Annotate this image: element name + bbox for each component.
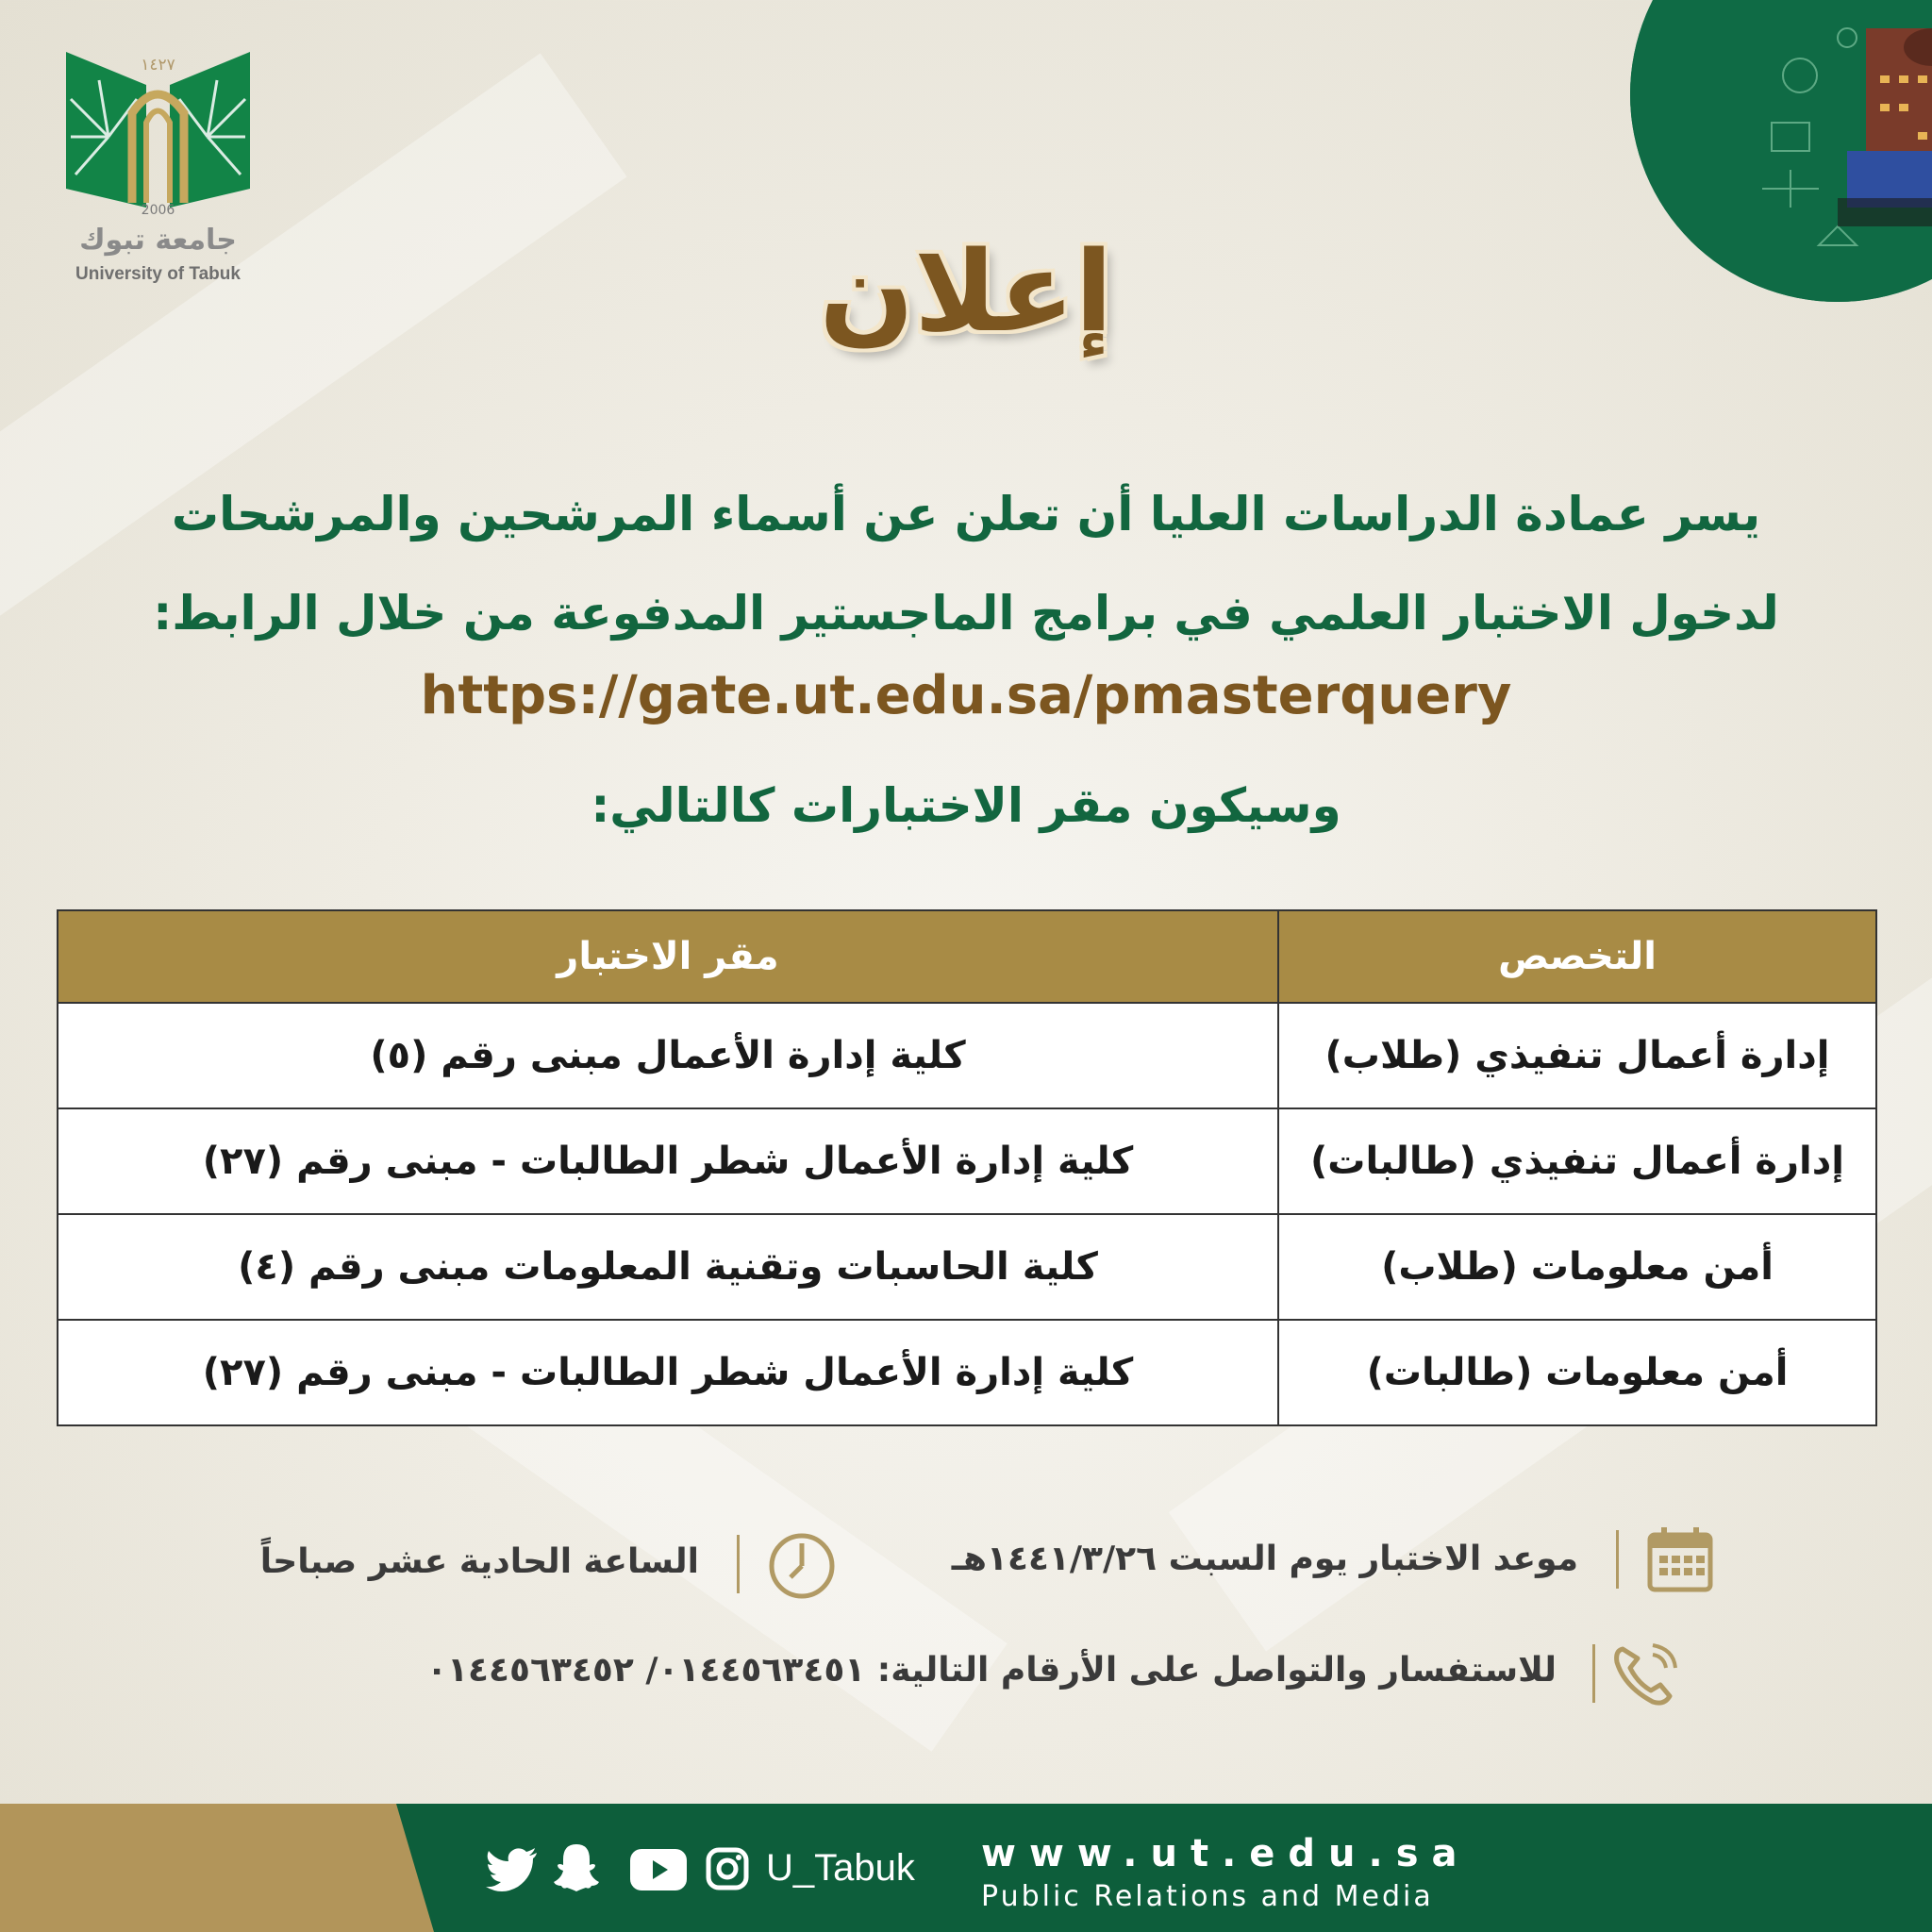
registration-link[interactable]: https://gate.ut.edu.sa/pmasterquery [420, 665, 1512, 726]
separator [737, 1535, 740, 1593]
logo-emblem-icon [57, 42, 259, 212]
clock-icon [766, 1530, 838, 1602]
logo-name-english: University of Tabuk [75, 264, 241, 284]
separator [1592, 1644, 1595, 1703]
separator [1616, 1530, 1619, 1589]
twitter-icon[interactable] [486, 1847, 539, 1892]
logo-year: 2006 [141, 203, 175, 218]
cell-location: كلية إدارة الأعمال مبنى رقم (٥) [58, 1003, 1278, 1108]
cell-location: كلية إدارة الأعمال شطر الطالبات - مبنى رقم (٢٧) [58, 1320, 1278, 1425]
instagram-icon[interactable] [706, 1847, 749, 1890]
phone-icon [1611, 1641, 1679, 1709]
contact-info: للاستفسار والتواصل على الأرقام التالية: ٠١٤٤٥٦٣٤٥١/ ٠١٤٤٥٦٣٤٥٢ [426, 1651, 1557, 1690]
cell-specialty: أمن معلومات (طالبات) [1278, 1320, 1876, 1425]
header-location: مقر الاختبار [58, 910, 1278, 1003]
cell-location: كلية إدارة الأعمال شطر الطالبات - مبنى رقم (٢٧) [58, 1108, 1278, 1214]
table-header-row [58, 910, 1876, 1003]
department-name: Public Relations and Media [981, 1880, 1434, 1913]
intro-line-1: يسر عمادة الدراسات العليا أن تعلن عن أسماء المرشحين والمرشحات [171, 487, 1761, 541]
table-row [58, 1003, 1876, 1108]
calendar-icon [1646, 1525, 1714, 1593]
header-specialty: التخصص [1278, 910, 1876, 1003]
announcement-title: إعلان [819, 226, 1113, 357]
subheading: وسيكون مقر الاختبارات كالتالي: [591, 778, 1341, 833]
footer-accent [0, 1804, 434, 1932]
logo-name-arabic: جامعة تبوك [79, 224, 237, 257]
cell-specialty: أمن معلومات (طلاب) [1278, 1214, 1876, 1320]
intro-line-2: لدخول الاختبار العلمي في برامج الماجستير المدفوعة من خلال الرابط: [153, 586, 1779, 641]
table-row [58, 1108, 1876, 1214]
social-handle[interactable]: U_Tabuk [766, 1847, 915, 1889]
table-row [58, 1214, 1876, 1320]
exam-time: الساعة الحادية عشر صباحاً [259, 1542, 699, 1581]
logo-hijri-year: ١٤٢٧ [141, 56, 175, 75]
youtube-icon[interactable] [630, 1849, 687, 1890]
snapchat-icon[interactable] [552, 1842, 601, 1893]
cell-location: كلية الحاسبات وتقنية المعلومات مبنى رقم (٤) [58, 1214, 1278, 1320]
cell-specialty: إدارة أعمال تنفيذي (طلاب) [1278, 1003, 1876, 1108]
website-url[interactable]: www.ut.edu.sa [981, 1832, 1471, 1875]
cell-specialty: إدارة أعمال تنفيذي (طالبات) [1278, 1108, 1876, 1214]
exam-locations-table [57, 909, 1877, 1426]
exam-date: موعد الاختبار يوم السبت ١٤٤١/٣/٢٦هـ [951, 1540, 1578, 1578]
table-row [58, 1320, 1876, 1425]
